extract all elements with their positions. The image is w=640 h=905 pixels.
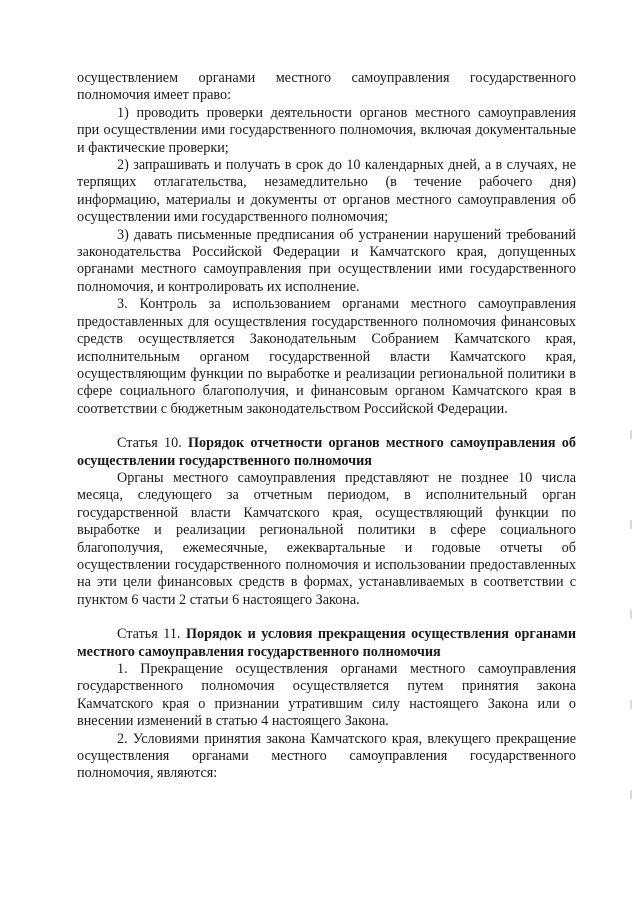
- scan-edge-mark: [630, 700, 632, 709]
- scan-edge-mark: [630, 430, 632, 439]
- paragraph-item-2: 2) запрашивать и получать в срок до 10 календарных дней, а в случаях, не терпящих отлагательства, незамедлительно (в течение рабочего дня) информацию, материалы и документы от органов местного самоуправления об осуществлении ими государственного полномочия;: [77, 157, 576, 226]
- scan-edge-mark: [630, 790, 632, 799]
- article-11-heading: [77, 626, 576, 661]
- article-10-body: Органы местного самоуправления представляют не позднее 10 числа месяца, следующего за отчетным периодом, в исполнительный орган государственной власти Камчатского края, осуществляющий функции по выработке и реализации региональной политики в сфере социального благополучия, ежемесячные, ежеквартальные и годовые отчеты об осуществлении государственного полномочия и использовании предоставленных на эти цели финансовых средств в формах, устанавливаемых в соответствии с пунктом 6 части 2 статьи 6 настоящего Закона.: [77, 469, 576, 608]
- article-11-title: Порядок и условия прекращения осуществления органами местного самоуправления государственного полномочия: [77, 626, 577, 660]
- article-10-number: Статья 10.: [117, 435, 182, 452]
- spacer: [77, 609, 576, 626]
- article-11-paragraph-1: 1. Прекращение осуществления органами местного самоуправления государственного полномочия осуществляется путем принятия закона Камчатского края о признании утратившим силу настоящего Закона или о внесении изменений в статью 4 настоящего Закона.: [77, 661, 576, 730]
- paragraph-continuation: осуществлением органами местного самоуправления государственного полномочия имеет право:: [77, 70, 576, 104]
- scan-edge-mark: [630, 610, 632, 619]
- article-11-paragraph-2: 2. Условиями принятия закона Камчатского края, влекущего прекращение осуществления органами местного самоуправления государственного полномочия, являются:: [77, 730, 576, 782]
- scan-edge-mark: [630, 520, 632, 529]
- article-10-title: Порядок отчетности органов местного самоуправления об осуществлении государственного полномочия: [77, 435, 576, 469]
- article-10-heading: [77, 435, 576, 470]
- article-11-number: Статья 11.: [117, 626, 181, 643]
- document-body: [77, 70, 576, 783]
- paragraph-control: 3. Контроль за использованием органами местного самоуправления предоставленных для осуществления государственного полномочия финансовых средств осуществляется Законодательным Собранием Камчатского края, исполнительным органом государственной власти Камчатского края, осуществляющим функции по выработке и реализации региональной политики в сфере социального благополучия, и финансовым органом Камчатского края в соответствии с бюджетным законодательством Российской Федерации.: [77, 296, 576, 417]
- spacer: [77, 418, 576, 435]
- paragraph-item-1: 1) проводить проверки деятельности органов местного самоуправления при осуществлении ими государственного полномочия, включая документальные и фактические проверки;: [77, 104, 576, 156]
- paragraph-item-3: 3) давать письменные предписания об устранении нарушений требований законодательства Российской Федерации и Камчатского края, допущенных органами местного самоуправления при осуществлении ими государственного полномочия, и контролировать их исполнение.: [77, 226, 576, 295]
